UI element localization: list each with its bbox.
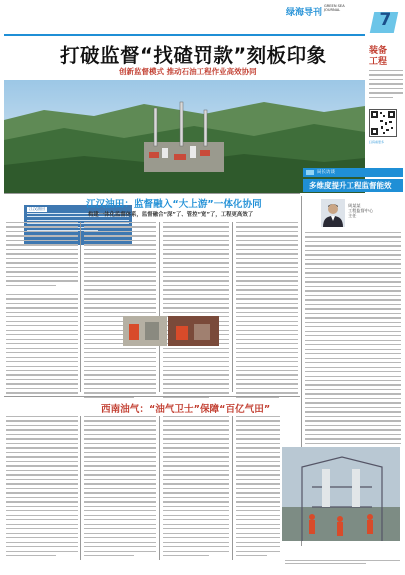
column-divider [80,416,81,560]
page-header [0,0,405,36]
main-headline: 打破监督“找碴罚款”刻板印象 [60,44,327,67]
interview-tag-label: 局长访谈 [317,170,335,175]
interviewee-line: 主任 [348,213,357,219]
photo-caption-label: 江汉油田 [29,206,45,211]
page-footer [285,560,400,568]
header-divider [4,34,365,36]
article-column-3 [163,222,229,392]
masthead-info [369,70,403,106]
section-divider [4,396,300,397]
interview-text [305,232,401,442]
column-title-line: 工程 [369,56,388,67]
interview-tag-icon [306,170,314,175]
column-divider [80,222,81,392]
main-subheadline: 创新监督模式 推动石油工程作业高效协同 [119,67,257,76]
column-divider [232,416,233,560]
interviewee-line: 工程监督中心 [348,208,374,214]
interviewee-portrait [321,199,345,227]
page-number-badge [370,12,398,33]
brand-subtitle-line: GREEN SEA [324,4,345,8]
interviewee-line: 周某某 [348,203,361,208]
interview-tag [303,168,403,177]
workers-photo [282,447,400,541]
article-column-1 [6,222,78,392]
article2-column-3 [163,416,229,556]
inset-photo [123,316,167,346]
column-divider [159,416,160,560]
article-column-2 [84,222,156,392]
section1-subtitle: 构建一体化监督体系，监督融合“深”了、管控“宽”了，工程更高效了 [88,212,254,218]
column-title-line: 装备 [369,46,388,56]
brand-name: 绿海导刊 [286,8,323,18]
qr-caption: 扫码看更多 [369,140,385,144]
article2-column-1 [6,416,78,556]
interview-title: 多维度提升工程监督能效 [303,179,403,192]
qr-code[interactable] [369,109,397,137]
brand-subtitle [324,4,345,13]
section1-title: 江汉油田：监督融入“大上游”一体化协同 [86,199,262,210]
inset-photo-2 [168,316,219,346]
section-divider [4,193,300,194]
column-title [369,46,403,67]
article-column-4 [236,222,298,392]
article2-column-4 [236,416,280,556]
section2-title: 西南油气：“油气卫士”保障“百亿气田” [101,404,271,415]
interviewee-info [348,203,373,219]
column-divider [159,222,160,392]
brand-subtitle-line: JOURNAL [324,8,341,13]
page-number: 7 [379,10,392,30]
column-divider [232,222,233,392]
article2-column-2 [84,416,156,556]
